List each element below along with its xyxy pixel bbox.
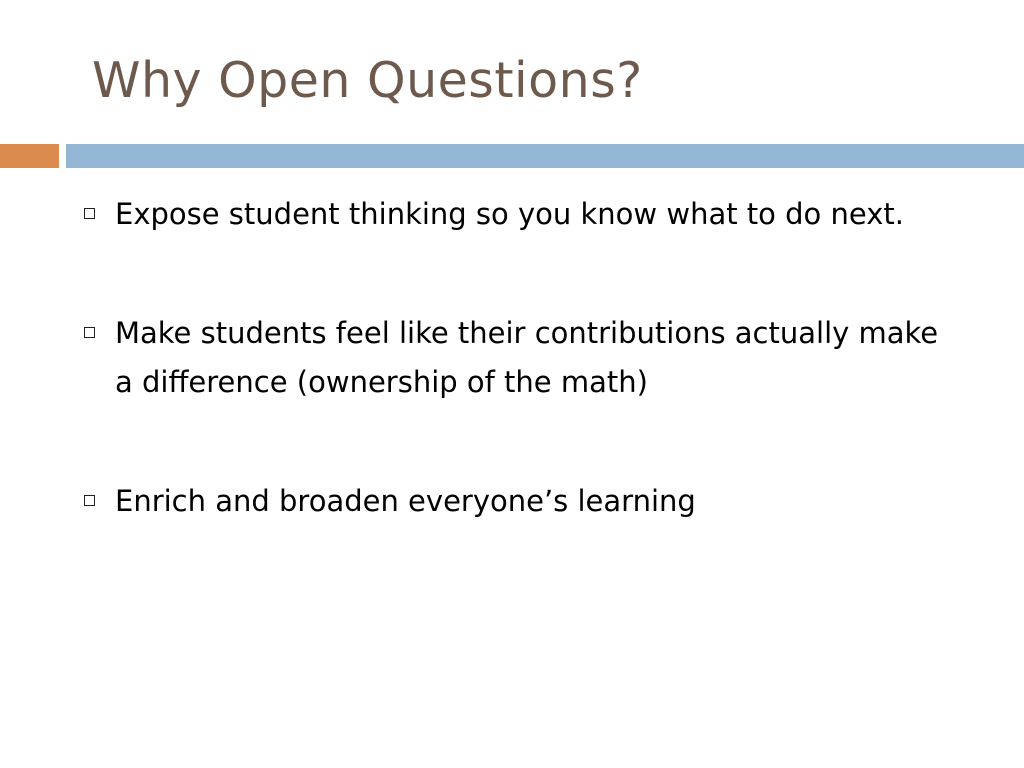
- slide-title: Why Open Questions?: [92, 52, 643, 109]
- bullet-list: [80, 190, 960, 526]
- bullet-text: Enrich and broaden everyone’s learning: [115, 484, 696, 518]
- accent-bar-orange: [0, 144, 59, 168]
- hollow-square-bullet-icon: [84, 327, 95, 338]
- accent-bar-blue: [66, 144, 1024, 168]
- hollow-square-bullet-icon: [84, 208, 95, 219]
- bullet-item: [80, 477, 960, 526]
- bullet-text: Make students feel like their contributions actually make a difference (ownership of the math): [115, 316, 939, 399]
- bullet-item: [80, 309, 960, 407]
- hollow-square-bullet-icon: [84, 495, 95, 506]
- bullet-item: [80, 190, 960, 239]
- bullet-text: Expose student thinking so you know what to do next.: [115, 197, 904, 231]
